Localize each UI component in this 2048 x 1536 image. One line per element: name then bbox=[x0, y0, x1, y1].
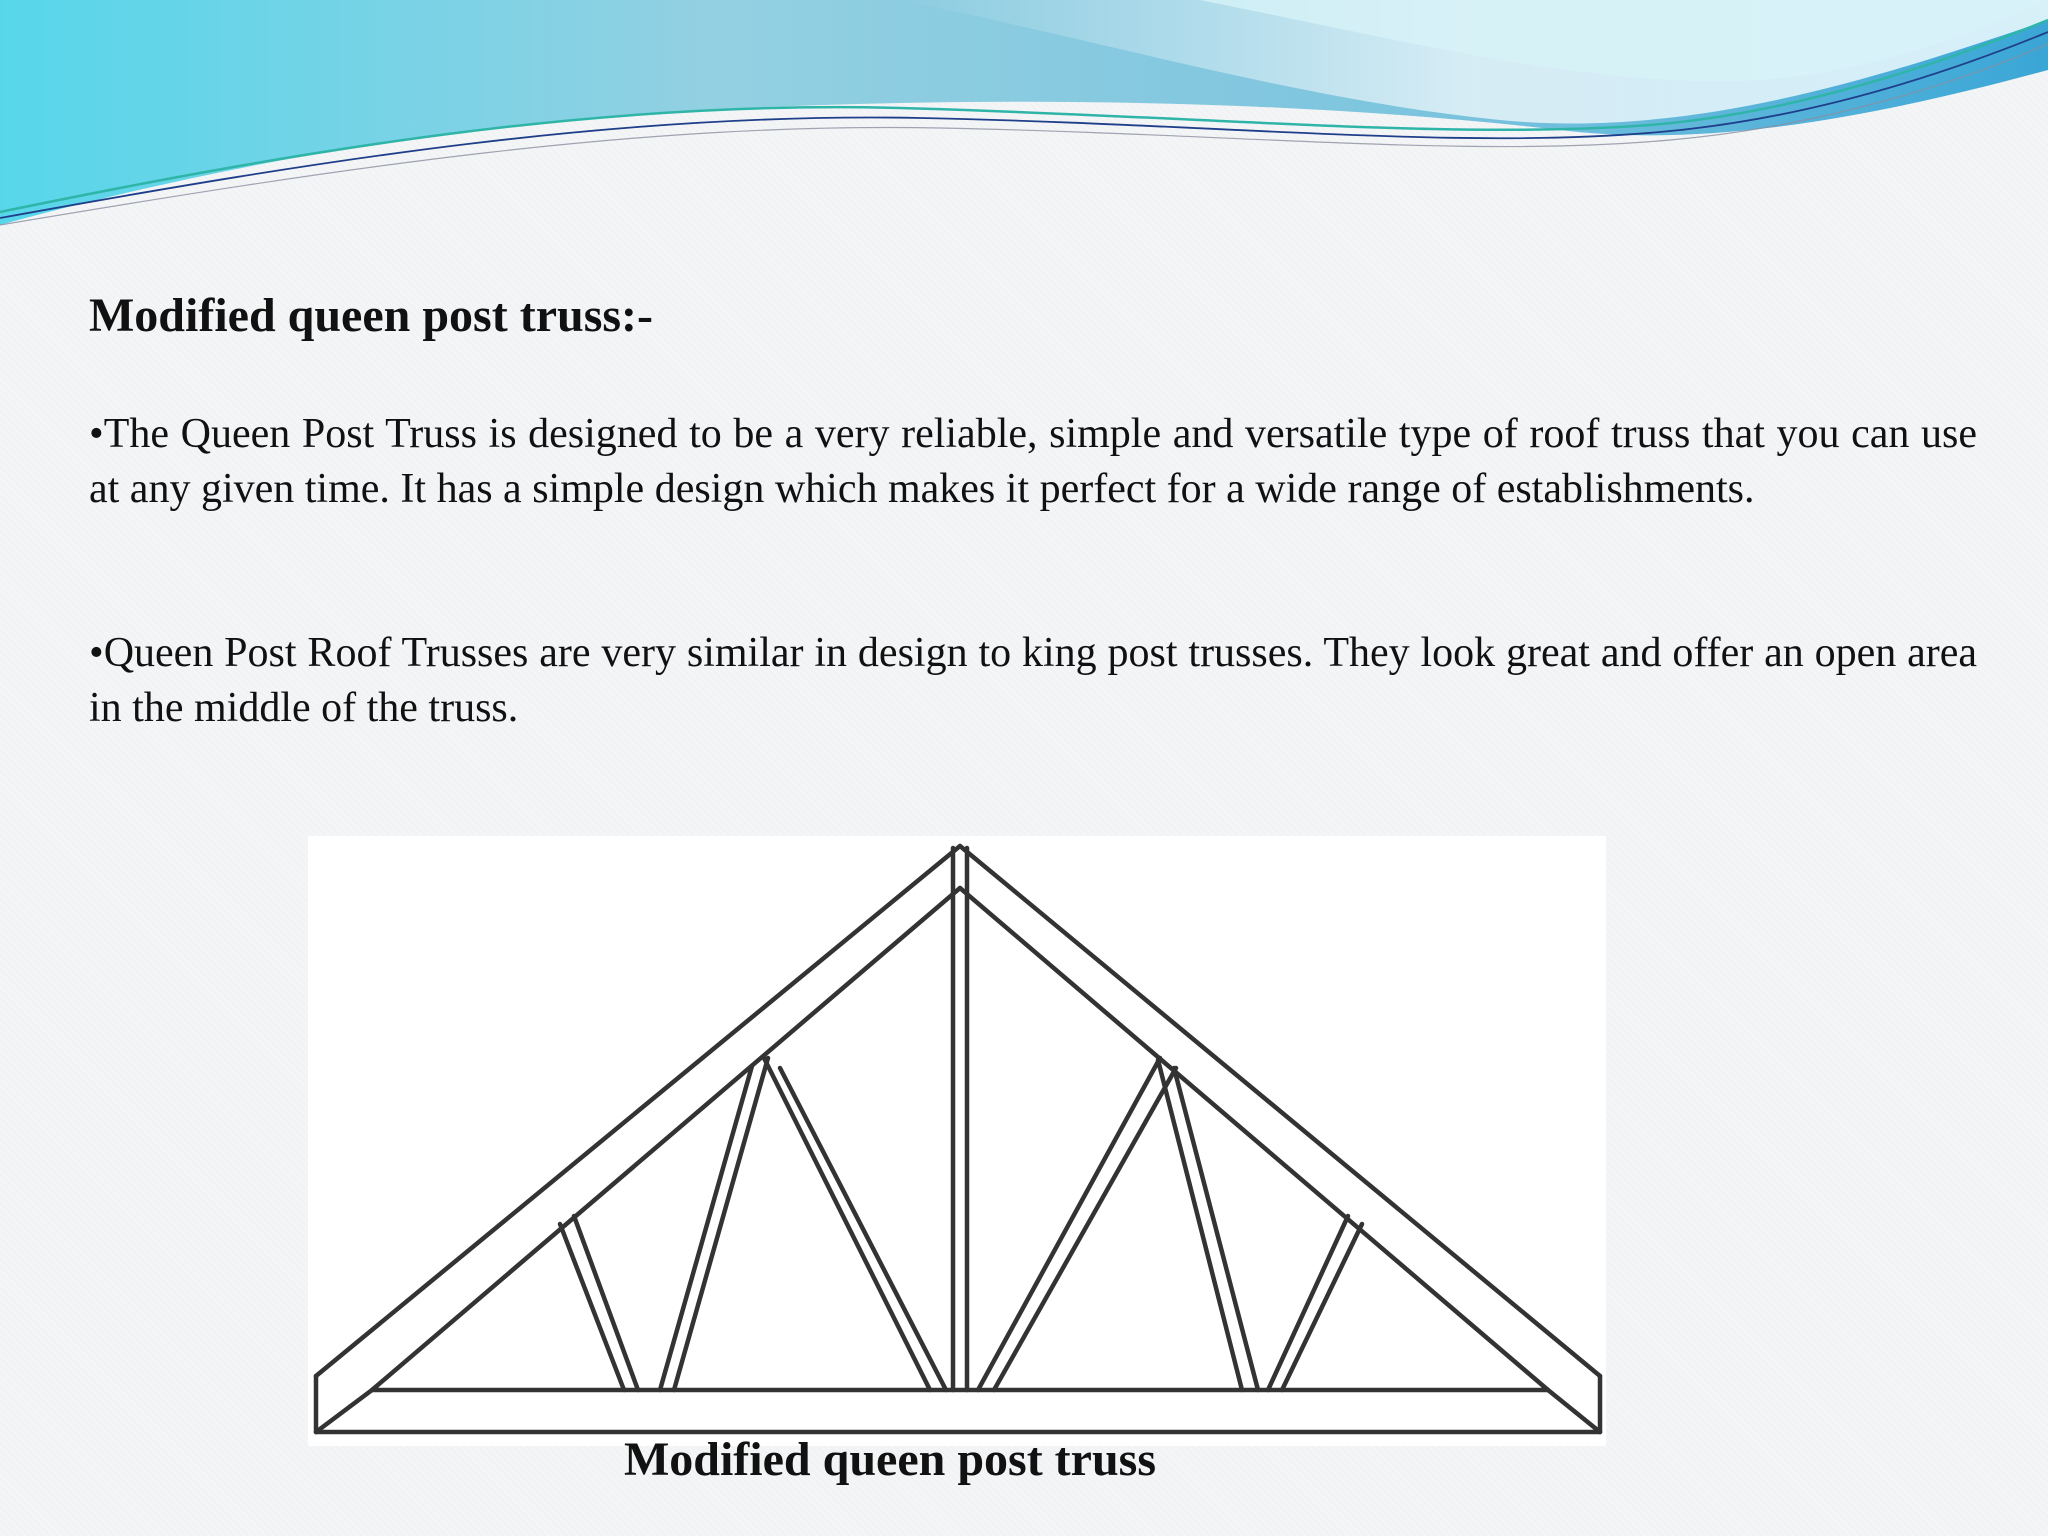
truss-figure bbox=[308, 836, 1606, 1446]
paragraph-queen-post-truss-description: •The Queen Post Truss is designed to be a very reliable, simple and versatile type of roof truss that you can use at any given time. It has a simple design which makes it perfect for a wide range of establishments. bbox=[89, 411, 1977, 512]
header-wave-decoration bbox=[0, 0, 2048, 240]
left-top-chord-outer bbox=[316, 846, 960, 1376]
right-top-chord-inner bbox=[960, 888, 1548, 1390]
left-top-chord-inner bbox=[372, 888, 960, 1390]
right-top-chord-outer bbox=[960, 846, 1600, 1376]
truss-diagram-icon bbox=[308, 836, 1606, 1446]
slide-title: Modified queen post truss:- bbox=[89, 289, 654, 342]
paragraph-queen-post-comparison: •Queen Post Roof Trusses are very similar in design to king post trusses. They look great and offer an open area in the middle of the truss. bbox=[89, 630, 1977, 731]
figure-caption: Modified queen post truss bbox=[623, 1433, 1157, 1486]
